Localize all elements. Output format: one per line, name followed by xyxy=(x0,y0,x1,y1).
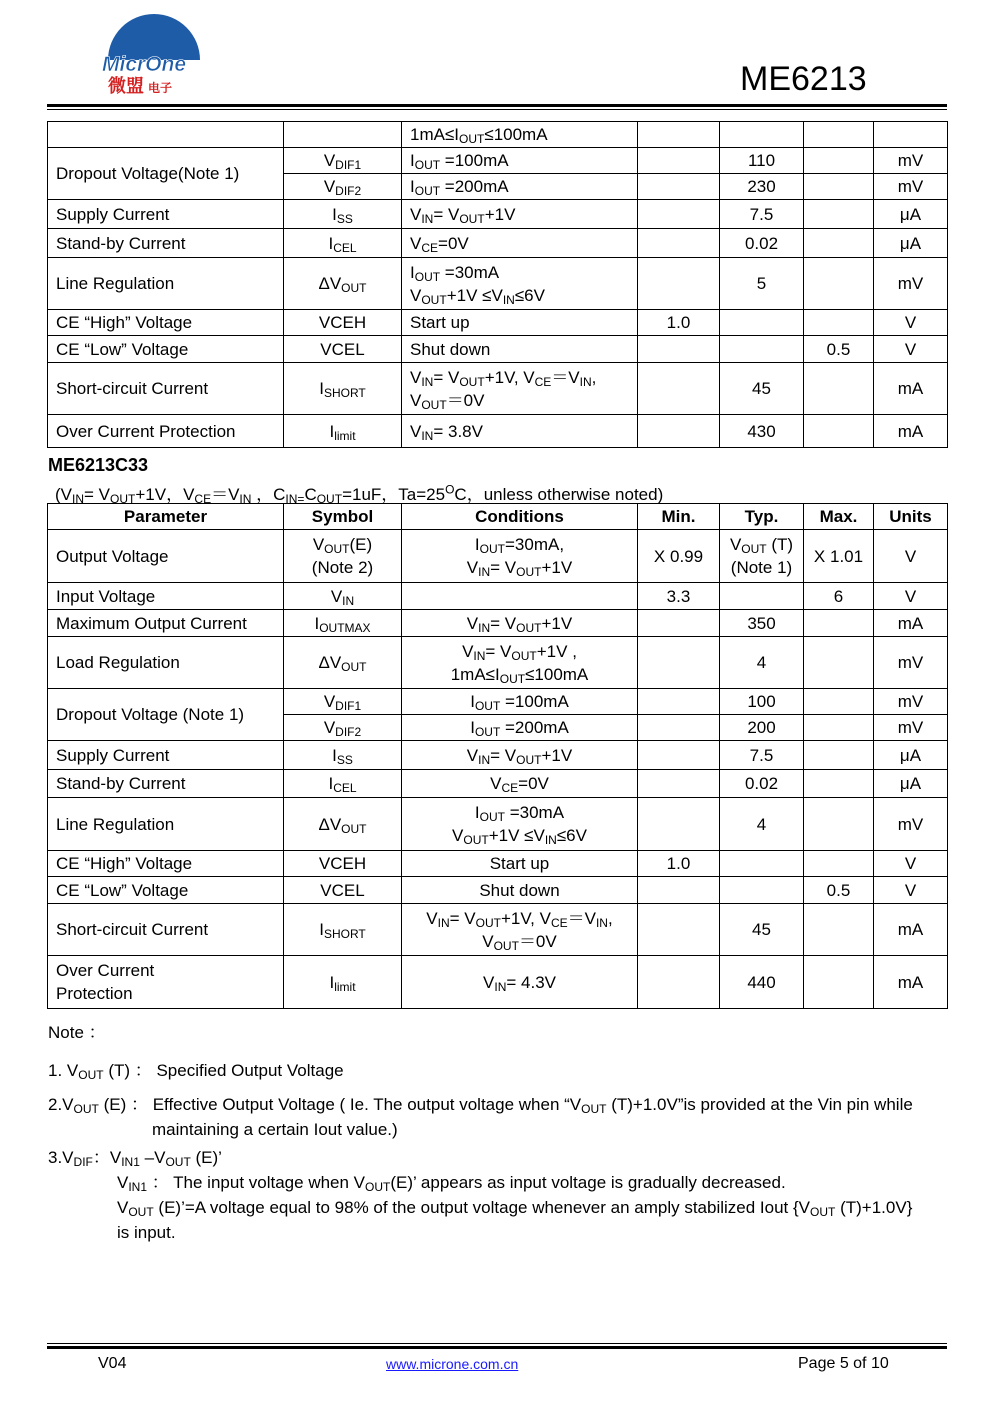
symbol-cell: $V_{OUT}(E)$ (Note 2) xyxy=(284,530,402,583)
param-cell: Load Regulation xyxy=(48,637,284,689)
table-header-row xyxy=(48,504,948,530)
header-min: Min. xyxy=(638,504,720,530)
min-cell: 3.3 xyxy=(638,583,720,610)
symbol-cell: $V_{DIF1}$ xyxy=(284,689,402,715)
unit-cell: V xyxy=(874,877,948,904)
note-3-line4: is input. xyxy=(117,1223,176,1242)
param-cell: Output Voltage xyxy=(48,530,284,583)
symbol-cell: $\Delta V_{OUT}$ xyxy=(284,798,402,851)
symbol-cell: $V_{DIF1}$ xyxy=(284,148,402,174)
condition-cell: $V_{IN}= V_{OUT}+1V$ , $1mA\le I_{OUT}\le 100mA$ xyxy=(402,637,638,689)
symbol-cell: VCEH xyxy=(284,310,402,336)
symbol-cell: VCEL xyxy=(284,336,402,363)
unit-cell: mV xyxy=(874,258,948,310)
note-2: $2.V_{OUT}$ (E) ： Effective Output Voltage ( Ie. The output voltage when “$V_{OUT}$ (T)+1.0V”is provided at the Vin pin while xyxy=(48,1095,913,1116)
note-1: 1. $V_{OUT}$ (T) ： Specified Output Voltage xyxy=(48,1061,344,1082)
note-3-line3: $V_{OUT}$ (E)’=A voltage equal to 98% of the output voltage whenever an amply stabilized Iout {$V_{OUT}$ (T)+1.0V} xyxy=(117,1198,913,1219)
table-row xyxy=(48,770,948,798)
typ-cell: 7.5 xyxy=(720,200,804,229)
param-cell: Over Current Protection xyxy=(48,415,284,448)
table-row xyxy=(48,310,948,336)
unit-cell: μA xyxy=(874,770,948,798)
param-cell: Dropout Voltage (Note 1) xyxy=(48,689,284,741)
max-cell: 0.5 xyxy=(804,877,874,904)
typ-cell: 4 xyxy=(720,798,804,851)
note-2-continued: maintaining a certain Iout value.) xyxy=(152,1120,398,1139)
typ-cell: 200 xyxy=(720,715,804,741)
header-typ: Typ. xyxy=(720,504,804,530)
param-cell: Over Current Protection xyxy=(48,956,284,1009)
symbol-cell: $I_{limit}$ xyxy=(284,415,402,448)
section-title: ME6213C33 xyxy=(48,455,149,475)
table-row xyxy=(48,877,948,904)
note-3-line2: $V_{IN1}$ ： The input voltage when $V_{OUT}(E)$’ appears as input voltage is gradually decreased. xyxy=(117,1173,786,1194)
typ-cell: 0.02 xyxy=(720,770,804,798)
table-row xyxy=(48,415,948,448)
symbol-cell: $\Delta V_{OUT}$ xyxy=(284,637,402,689)
table-row xyxy=(48,363,948,415)
document-title: ME6213 xyxy=(740,60,867,98)
typ-cell: 5 xyxy=(720,258,804,310)
condition-cell: $V_{IN}= V_{OUT}+1V$ xyxy=(402,610,638,637)
condition-cell: $V_{IN}= V_{OUT}+1V$, $V_{CE}=V_{IN}$, $V_{OUT}=0V$ xyxy=(402,363,638,415)
condition-cell: $I_{OUT} =30mA$ $V_{OUT}+1V \le V_{IN}\le 6V$ xyxy=(402,258,638,310)
typ-cell: 230 xyxy=(720,174,804,200)
electrical-table-c33 xyxy=(47,503,948,1009)
note-heading: Note ： xyxy=(48,1023,106,1042)
typ-cell: 430 xyxy=(720,415,804,448)
unit-cell: mV xyxy=(874,637,948,689)
symbol-cell: VCEL xyxy=(284,877,402,904)
unit-cell: mV xyxy=(874,715,948,741)
condition-cell: $I_{OUT} =100mA$ xyxy=(402,148,638,174)
min-cell: X 0.99 xyxy=(638,530,720,583)
condition-cell: $1mA\le I_{OUT}\le 100mA$ xyxy=(402,122,638,148)
param-cell: Stand-by Current xyxy=(48,229,284,258)
condition-cell: Shut down xyxy=(402,877,638,904)
table-row xyxy=(48,258,948,310)
param-cell: CE “High” Voltage xyxy=(48,851,284,877)
condition-cell: $I_{OUT} =200mA$ xyxy=(402,174,638,200)
symbol-cell: $I_{CEL}$ xyxy=(284,770,402,798)
symbol-cell: $V_{IN}$ xyxy=(284,583,402,610)
unit-cell: mA xyxy=(874,956,948,1009)
typ-cell: 45 xyxy=(720,904,804,956)
condition-cell: $I_{OUT} =200mA$ xyxy=(402,715,638,741)
electrical-table-continued xyxy=(47,121,948,448)
symbol-cell: $I_{SS}$ xyxy=(284,741,402,770)
table-row xyxy=(48,336,948,363)
note-3: $3.V_{DIF}$：$V_{IN1}$ $-V_{OUT}$ (E)’ xyxy=(48,1148,222,1169)
table-row xyxy=(48,229,948,258)
unit-cell: mV xyxy=(874,174,948,200)
param-cell: Short-circuit Current xyxy=(48,904,284,956)
symbol-cell: VCEH xyxy=(284,851,402,877)
unit-cell: μA xyxy=(874,741,948,770)
table-row xyxy=(48,851,948,877)
unit-cell: μA xyxy=(874,200,948,229)
param-cell: Stand-by Current xyxy=(48,770,284,798)
param-cell: Supply Current xyxy=(48,741,284,770)
max-cell: 0.5 xyxy=(804,336,874,363)
svg-text:电子: 电子 xyxy=(148,81,173,95)
condition-cell: $V_{IN}= V_{OUT}+1V$ xyxy=(402,200,638,229)
typ-cell: 0.02 xyxy=(720,229,804,258)
min-cell: 1.0 xyxy=(638,851,720,877)
unit-cell: mA xyxy=(874,904,948,956)
symbol-cell: $I_{limit}$ xyxy=(284,956,402,1009)
footer-page-number: Page 5 of 10 xyxy=(798,1355,889,1372)
header-conditions: Conditions xyxy=(402,504,638,530)
footer-version: V04 xyxy=(98,1355,127,1372)
condition-cell: Shut down xyxy=(402,336,638,363)
typ-cell: 100 xyxy=(720,689,804,715)
table-row xyxy=(48,904,948,956)
unit-cell: mA xyxy=(874,363,948,415)
symbol-cell: $I_{CEL}$ xyxy=(284,229,402,258)
unit-cell: mV xyxy=(874,689,948,715)
typ-cell: $V_{OUT}$ (T) (Note 1) xyxy=(720,530,804,583)
unit-cell: μA xyxy=(874,229,948,258)
min-cell: 1.0 xyxy=(638,310,720,336)
condition-cell: $V_{IN}= V_{OUT}+1V$, $V_{CE}=V_{IN}$, $V_{OUT}=0V$ xyxy=(402,904,638,956)
table-row xyxy=(48,122,948,148)
table-row xyxy=(48,610,948,637)
header-parameter: Parameter xyxy=(48,504,284,530)
table-row xyxy=(48,741,948,770)
condition-cell: $V_{CE}=0V$ xyxy=(402,229,638,258)
header-units: Units xyxy=(874,504,948,530)
max-cell: X 1.01 xyxy=(804,530,874,583)
footer-rule-thick xyxy=(47,1346,947,1349)
unit-cell: mA xyxy=(874,610,948,637)
svg-text:MicrOne: MicrOne xyxy=(102,53,187,76)
condition-cell: $V_{IN}= 3.8V$ xyxy=(402,415,638,448)
svg-text:微盟: 微盟 xyxy=(108,76,144,97)
condition-cell: $V_{IN}= V_{OUT}+1V$ xyxy=(402,741,638,770)
condition-cell: $I_{OUT}=30mA$, $V_{IN}= V_{OUT}+1V$ xyxy=(402,530,638,583)
header-symbol: Symbol xyxy=(284,504,402,530)
condition-cell: $V_{CE}=0V$ xyxy=(402,770,638,798)
symbol-cell: $I_{SS}$ xyxy=(284,200,402,229)
condition-cell: Start up xyxy=(402,310,638,336)
table-row xyxy=(48,798,948,851)
param-cell: Maximum Output Current xyxy=(48,610,284,637)
microne-logo xyxy=(100,8,210,98)
unit-cell: V xyxy=(874,583,948,610)
test-conditions: ($V_{IN}= V_{OUT}+1V$，$V_{CE}=V_{IN}$ ，$C_{IN=}C_{OUT}=1uF$，$Ta=25^OC$，unless otherwise noted) xyxy=(55,482,664,506)
symbol-cell: $I_{SHORT}$ xyxy=(284,904,402,956)
unit-cell: mA xyxy=(874,415,948,448)
typ-cell: 440 xyxy=(720,956,804,1009)
symbol-cell: $I_{OUTMAX}$ xyxy=(284,610,402,637)
symbol-cell: $I_{SHORT}$ xyxy=(284,363,402,415)
footer-website-link[interactable]: www.microne.com.cn xyxy=(386,1356,519,1372)
unit-cell: mV xyxy=(874,798,948,851)
typ-cell: 45 xyxy=(720,363,804,415)
symbol-cell: $V_{DIF2}$ xyxy=(284,174,402,200)
condition-cell: $I_{OUT} =100mA$ xyxy=(402,689,638,715)
condition-cell: Start up xyxy=(402,851,638,877)
symbol-cell: $V_{DIF2}$ xyxy=(284,715,402,741)
unit-cell: V xyxy=(874,530,948,583)
param-cell: Line Regulation xyxy=(48,798,284,851)
typ-cell: 350 xyxy=(720,610,804,637)
table-row xyxy=(48,148,948,174)
param-cell: Line Regulation xyxy=(48,258,284,310)
table-row xyxy=(48,530,948,583)
table-row xyxy=(48,689,948,715)
header-rule-thin xyxy=(47,109,947,110)
unit-cell: V xyxy=(874,851,948,877)
footer-rule-thin xyxy=(47,1343,947,1344)
max-cell: 6 xyxy=(804,583,874,610)
param-cell: CE “Low” Voltage xyxy=(48,336,284,363)
condition-cell: $I_{OUT} =30mA$ $V_{OUT}+1V \le V_{IN}\le 6V$ xyxy=(402,798,638,851)
table-row xyxy=(48,637,948,689)
unit-cell: V xyxy=(874,310,948,336)
condition-cell: $V_{IN}= 4.3V$ xyxy=(402,956,638,1009)
param-cell: Supply Current xyxy=(48,200,284,229)
typ-cell: 4 xyxy=(720,637,804,689)
table-row xyxy=(48,956,948,1009)
param-cell: CE “Low” Voltage xyxy=(48,877,284,904)
typ-cell: 7.5 xyxy=(720,741,804,770)
header-max: Max. xyxy=(804,504,874,530)
param-cell: Dropout Voltage(Note 1) xyxy=(48,148,284,200)
table-row xyxy=(48,583,948,610)
param-cell: Input Voltage xyxy=(48,583,284,610)
param-cell: Short-circuit Current xyxy=(48,363,284,415)
symbol-cell: $\Delta V_{OUT}$ xyxy=(284,258,402,310)
typ-cell: 110 xyxy=(720,148,804,174)
table-row xyxy=(48,200,948,229)
param-cell: CE “High” Voltage xyxy=(48,310,284,336)
header-rule-thick xyxy=(47,104,947,107)
unit-cell: mV xyxy=(874,148,948,174)
unit-cell: V xyxy=(874,336,948,363)
